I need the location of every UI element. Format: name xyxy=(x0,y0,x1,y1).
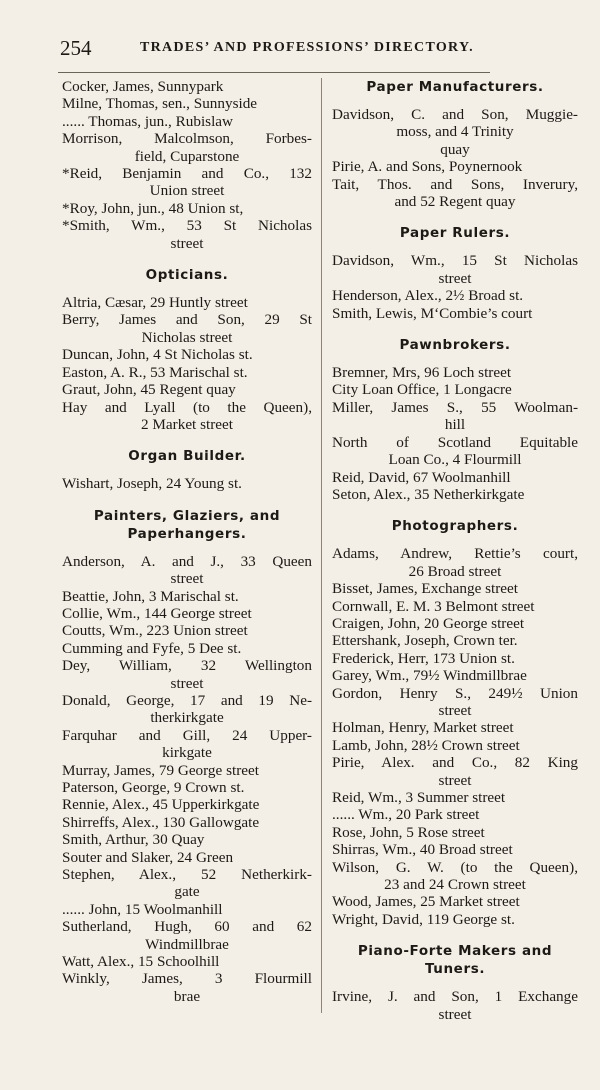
directory-entry xyxy=(62,866,312,901)
directory-entry xyxy=(332,469,578,486)
directory-entry xyxy=(62,364,312,381)
paper-rulers-list xyxy=(332,252,578,322)
directory-entry xyxy=(332,106,578,158)
directory-entry xyxy=(332,650,578,667)
top-entries xyxy=(62,78,312,252)
entry-line: Cornwall, E. M. 3 Belmont street xyxy=(332,597,535,615)
running-head: TRADES’ AND PROFESSIONS’ DIRECTORY. xyxy=(140,40,474,55)
entry-continuation: 26 Broad street xyxy=(408,562,502,580)
entry-line: Paterson, George, 9 Crown st. xyxy=(62,779,245,796)
entry-line: Rose, John, 5 Rose street xyxy=(332,823,485,841)
directory-entry xyxy=(62,475,312,492)
entry-line: Bisset, James, Exchange street xyxy=(332,580,518,598)
entry-line: Rennie, Alex., 45 Upperkirkgate xyxy=(62,796,260,814)
directory-entry xyxy=(62,165,312,200)
directory-entry xyxy=(332,252,578,287)
directory-entry xyxy=(332,806,578,823)
entry-continuation: street xyxy=(170,234,204,252)
directory-entry xyxy=(332,158,578,175)
entry-line: Gordon, Henry S., 249½ Union xyxy=(332,684,578,702)
entry-line: Duncan, John, 4 St Nicholas st. xyxy=(62,346,253,364)
directory-entry xyxy=(62,779,312,796)
entry-line: Cumming and Fyfe, 5 Dee st. xyxy=(62,639,242,657)
entry-continuation: and 52 Regent quay xyxy=(394,193,516,211)
entry-line: Wilson, G. W. (to the Queen), xyxy=(332,858,578,876)
entry-line: Tait, Thos. and Sons, Inverury, xyxy=(332,175,578,193)
entry-line: ...... Thomas, jun., Rubislaw xyxy=(62,112,234,130)
directory-entry xyxy=(332,789,578,806)
directory-entry xyxy=(62,692,312,727)
entry-line: Frederick, Herr, 173 Union st. xyxy=(332,649,515,667)
directory-entry xyxy=(62,113,312,130)
entry-continuation: gate xyxy=(174,883,200,901)
entry-continuation: street xyxy=(438,269,472,287)
entry-line: Hay and Lyall (to the Queen), xyxy=(62,398,312,416)
directory-entry xyxy=(62,346,312,363)
directory-entry xyxy=(332,486,578,503)
entry-continuation: street xyxy=(438,701,472,719)
directory-entry xyxy=(332,737,578,754)
entry-line: Collie, Wm., 144 George street xyxy=(62,604,252,622)
section-heading-painters-line1: Painters, Glaziers, and xyxy=(93,507,281,524)
entry-continuation: kirkgate xyxy=(162,744,212,762)
section-heading-photographers: Photographers. xyxy=(391,518,519,535)
directory-entry xyxy=(62,399,312,434)
entry-continuation: field, Cuparstone xyxy=(134,147,240,165)
directory-entry xyxy=(62,849,312,866)
entry-continuation: Windmillbrae xyxy=(145,935,229,953)
directory-entry xyxy=(332,615,578,632)
directory-entry xyxy=(332,545,578,580)
entry-line: Henderson, Alex., 2½ Broad st. xyxy=(332,287,524,305)
directory-entry xyxy=(332,893,578,910)
entry-continuation: street xyxy=(438,771,472,789)
entry-continuation: street xyxy=(170,674,204,692)
directory-entry xyxy=(332,911,578,928)
directory-entry xyxy=(62,918,312,953)
entry-continuation: Loan Co., 4 Flourmill xyxy=(388,451,522,469)
entry-line: Pirie, A. and Sons, Poynernook xyxy=(332,158,523,176)
directory-entry xyxy=(62,970,312,1005)
entry-line: Souter and Slaker, 24 Green xyxy=(62,848,234,866)
directory-entry xyxy=(332,598,578,615)
entry-continuation: brae xyxy=(173,987,201,1005)
right-column xyxy=(332,78,578,1023)
entry-line: Dey, William, 32 Wellington xyxy=(62,657,312,675)
entry-line: Seton, Alex., 35 Netherkirkgate xyxy=(332,485,525,503)
header-rule xyxy=(58,72,490,73)
opticians-list xyxy=(62,294,312,433)
entry-continuation: street xyxy=(438,1005,472,1023)
directory-entry xyxy=(62,553,312,588)
entry-continuation: 2 Market street xyxy=(141,415,233,433)
directory-entry xyxy=(62,622,312,639)
left-column xyxy=(62,78,312,1005)
entry-line: Graut, John, 45 Regent quay xyxy=(62,381,236,399)
entry-continuation: moss, and 4 Trinity xyxy=(396,123,514,141)
entry-line: Garey, Wm., 79½ Windmillbrae xyxy=(332,667,527,685)
section-heading-piano-line2: Tuners. xyxy=(424,961,486,978)
directory-entry xyxy=(62,762,312,779)
entry-line: Adams, Andrew, Rettie’s court, xyxy=(332,545,578,563)
directory-entry xyxy=(62,727,312,762)
entry-line: Ettershank, Joseph, Crown ter. xyxy=(332,632,518,650)
directory-entry xyxy=(332,176,578,211)
entry-line: Farquhar and Gill, 24 Upper- xyxy=(62,726,312,744)
entry-line: Milne, Thomas, sen., Sunnyside xyxy=(62,95,258,113)
entry-line: Reid, David, 67 Woolmanhill xyxy=(332,468,511,486)
entry-line: *Roy, John, jun., 48 Union st, xyxy=(62,199,244,217)
pawnbrokers-list xyxy=(332,364,578,503)
page-number: 254 xyxy=(60,36,92,60)
entry-line: Wright, David, 119 George st. xyxy=(332,910,515,928)
directory-entry xyxy=(332,859,578,894)
organ-builder-list xyxy=(62,475,312,492)
directory-entry xyxy=(332,824,578,841)
entry-line: Smith, Lewis, M‘Combie’s court xyxy=(332,304,533,322)
photographers-list xyxy=(332,545,578,928)
section-heading-paper-manufacturers: Paper Manufacturers. xyxy=(366,79,544,95)
section-heading-painters-line2: Paperhangers. xyxy=(127,525,247,542)
entry-line: Craigen, John, 20 George street xyxy=(332,614,525,632)
entry-line: Smith, Arthur, 30 Quay xyxy=(62,831,205,849)
directory-entry xyxy=(62,605,312,622)
entry-line: Lamb, John, 28½ Crown street xyxy=(332,736,520,754)
entry-line: Davidson, Wm., 15 St Nicholas xyxy=(332,252,578,270)
entry-line: Berry, James and Son, 29 St xyxy=(62,311,312,329)
entry-line: Cocker, James, Sunnypark xyxy=(62,78,224,95)
directory-entry xyxy=(62,831,312,848)
directory-entry xyxy=(332,685,578,720)
entry-continuation: therkirkgate xyxy=(150,709,224,727)
page-header xyxy=(0,36,600,66)
directory-entry xyxy=(332,399,578,434)
directory-entry xyxy=(62,796,312,813)
entry-line: Wishart, Joseph, 24 Young st. xyxy=(62,475,242,493)
entry-line: Davidson, C. and Son, Muggie- xyxy=(332,106,578,123)
section-heading-organ-builder: Organ Builder. xyxy=(128,448,246,465)
painters-list xyxy=(62,553,312,1006)
entry-line: Easton, A. R., 53 Marischal st. xyxy=(62,363,248,381)
directory-entry xyxy=(62,294,312,311)
entry-line: Coutts, Wm., 223 Union street xyxy=(62,622,248,640)
directory-entry xyxy=(62,217,312,252)
entry-line: Holman, Henry, Market street xyxy=(332,719,514,737)
section-heading-piano-line1: Piano-Forte Makers and xyxy=(357,943,553,960)
directory-entry xyxy=(62,901,312,918)
directory-entry xyxy=(62,953,312,970)
entry-line: Pirie, Alex. and Co., 82 King xyxy=(332,754,578,772)
directory-entry xyxy=(332,580,578,597)
entry-line: Sutherland, Hugh, 60 and 62 xyxy=(62,918,312,936)
column-divider xyxy=(321,78,322,1013)
entry-continuation: hill xyxy=(444,416,466,434)
entry-line: Reid, Wm., 3 Summer street xyxy=(332,789,506,806)
entry-line: Miller, James S., 55 Woolman- xyxy=(332,398,578,416)
entry-line: ...... John, 15 Woolmanhill xyxy=(62,900,223,918)
section-heading-paper-rulers: Paper Rulers. xyxy=(399,225,511,242)
entry-line: Watt, Alex., 15 Schoolhill xyxy=(62,953,220,971)
piano-list xyxy=(332,988,578,1023)
directory-entry xyxy=(332,754,578,789)
entry-line: *Smith, Wm., 53 St Nicholas xyxy=(62,217,312,235)
directory-entry xyxy=(332,841,578,858)
directory-entry xyxy=(332,719,578,736)
directory-entry xyxy=(62,78,312,95)
directory-entry xyxy=(62,640,312,657)
entry-line: Beattie, John, 3 Marischal st. xyxy=(62,587,239,605)
directory-entry xyxy=(332,667,578,684)
directory-entry xyxy=(332,364,578,381)
entry-line: *Reid, Benjamin and Co., 132 xyxy=(62,165,312,183)
entry-continuation: street xyxy=(170,570,204,588)
section-heading-pawnbrokers: Pawnbrokers. xyxy=(399,337,511,354)
directory-entry xyxy=(332,305,578,322)
directory-entry xyxy=(62,311,312,346)
entry-line: Altria, Cæsar, 29 Huntly street xyxy=(62,294,248,312)
paper-manufacturers-list xyxy=(332,106,578,210)
directory-entry xyxy=(62,130,312,165)
section-heading-opticians: Opticians. xyxy=(145,267,229,284)
entry-line: Winkly, James, 3 Flourmill xyxy=(62,970,312,988)
entry-line: ...... Wm., 20 Park street xyxy=(332,806,480,824)
directory-entry xyxy=(332,434,578,469)
entry-line: Donald, George, 17 and 19 Ne- xyxy=(62,691,312,709)
directory-entry xyxy=(62,381,312,398)
entry-line: Stephen, Alex., 52 Netherkirk- xyxy=(62,866,312,884)
directory-entry xyxy=(332,287,578,304)
directory-entry xyxy=(62,95,312,112)
entry-line: Anderson, A. and J., 33 Queen xyxy=(62,552,312,570)
entry-line: Morrison, Malcolmson, Forbes- xyxy=(62,130,312,148)
directory-entry xyxy=(62,814,312,831)
entry-line: Wood, James, 25 Market street xyxy=(332,893,520,911)
entry-line: Shirreffs, Alex., 130 Gallowgate xyxy=(62,813,260,831)
entry-line: Bremner, Mrs, 96 Loch street xyxy=(332,364,512,382)
entry-line: North of Scotland Equitable xyxy=(332,433,578,451)
entry-continuation: Nicholas street xyxy=(141,328,233,346)
entry-continuation: 23 and 24 Crown street xyxy=(384,876,526,894)
entry-line: City Loan Office, 1 Longacre xyxy=(332,381,512,399)
entry-line: Murray, James, 79 George street xyxy=(62,761,259,779)
directory-entry xyxy=(62,200,312,217)
directory-entry xyxy=(62,657,312,692)
entry-continuation: quay xyxy=(440,140,470,158)
entry-continuation: Union street xyxy=(149,182,225,200)
directory-entry xyxy=(332,381,578,398)
directory-entry xyxy=(62,588,312,605)
entry-line: Irvine, J. and Son, 1 Exchange xyxy=(332,988,578,1006)
directory-entry xyxy=(332,632,578,649)
entry-line: Shirras, Wm., 40 Broad street xyxy=(332,841,513,859)
directory-entry xyxy=(332,988,578,1023)
